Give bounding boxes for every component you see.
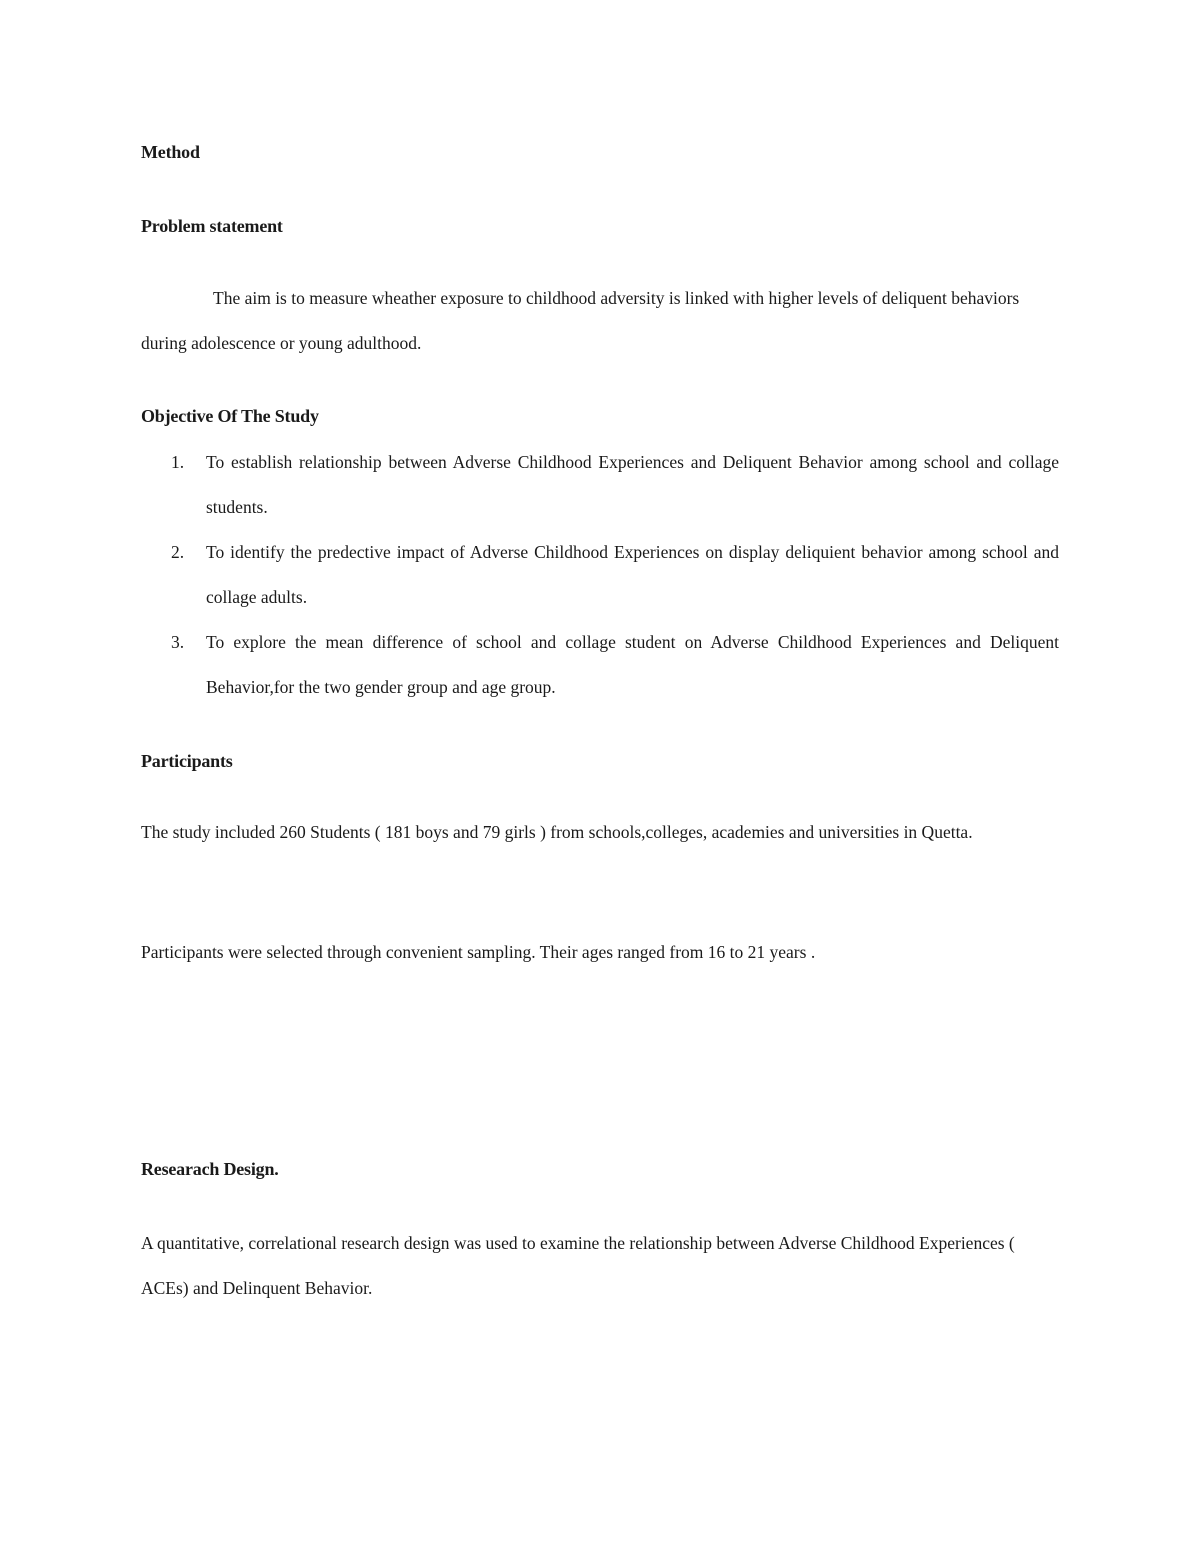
objective-item-number: 1.	[171, 452, 185, 472]
participants-heading: Participants	[141, 751, 233, 771]
objective-item-2	[141, 530, 1059, 620]
problem-statement-text: The aim is to measure wheather exposure to childhood adversity is linked with higher levels of deliquent behaviors during adolescence or young adulthood.	[141, 288, 1020, 353]
objective-item-3	[141, 620, 1059, 710]
participants-paragraph-1: The study included 260 Students ( 181 boys and 79 girls ) from schools,colleges, academies and universities in Quetta.	[141, 822, 973, 842]
objective-item-number: 3.	[171, 632, 185, 652]
objective-list	[141, 440, 1059, 710]
research-design-heading: Researach Design.	[141, 1159, 279, 1179]
objective-item-number: 2.	[171, 542, 185, 562]
objective-item-text: To explore the mean difference of school and collage student on Adverse Childhood Experiences and Deliquent Behavior,for the two gender group and age group.	[206, 632, 1059, 697]
objective-item-text: To establish relationship between Adverse Childhood Experiences and Deliquent Behavior among school and collage students.	[206, 452, 1059, 517]
participants-paragraph-2: Participants were selected through convenient sampling. Their ages ranged from 16 to 21 years .	[141, 942, 816, 962]
method-heading: Method	[141, 142, 200, 162]
objective-item-text: To identify the predective impact of Adverse Childhood Experiences on display deliquient behavior among school and collage adults.	[206, 542, 1059, 607]
research-design-text: A quantitative, correlational research design was used to examine the relationship between Adverse Childhood Experiences ( ACEs) and Delinquent Behavior.	[141, 1233, 1015, 1298]
objective-item-1	[141, 440, 1059, 530]
objective-heading: Objective Of The Study	[141, 406, 319, 426]
problem-statement-heading: Problem statement	[141, 216, 283, 236]
